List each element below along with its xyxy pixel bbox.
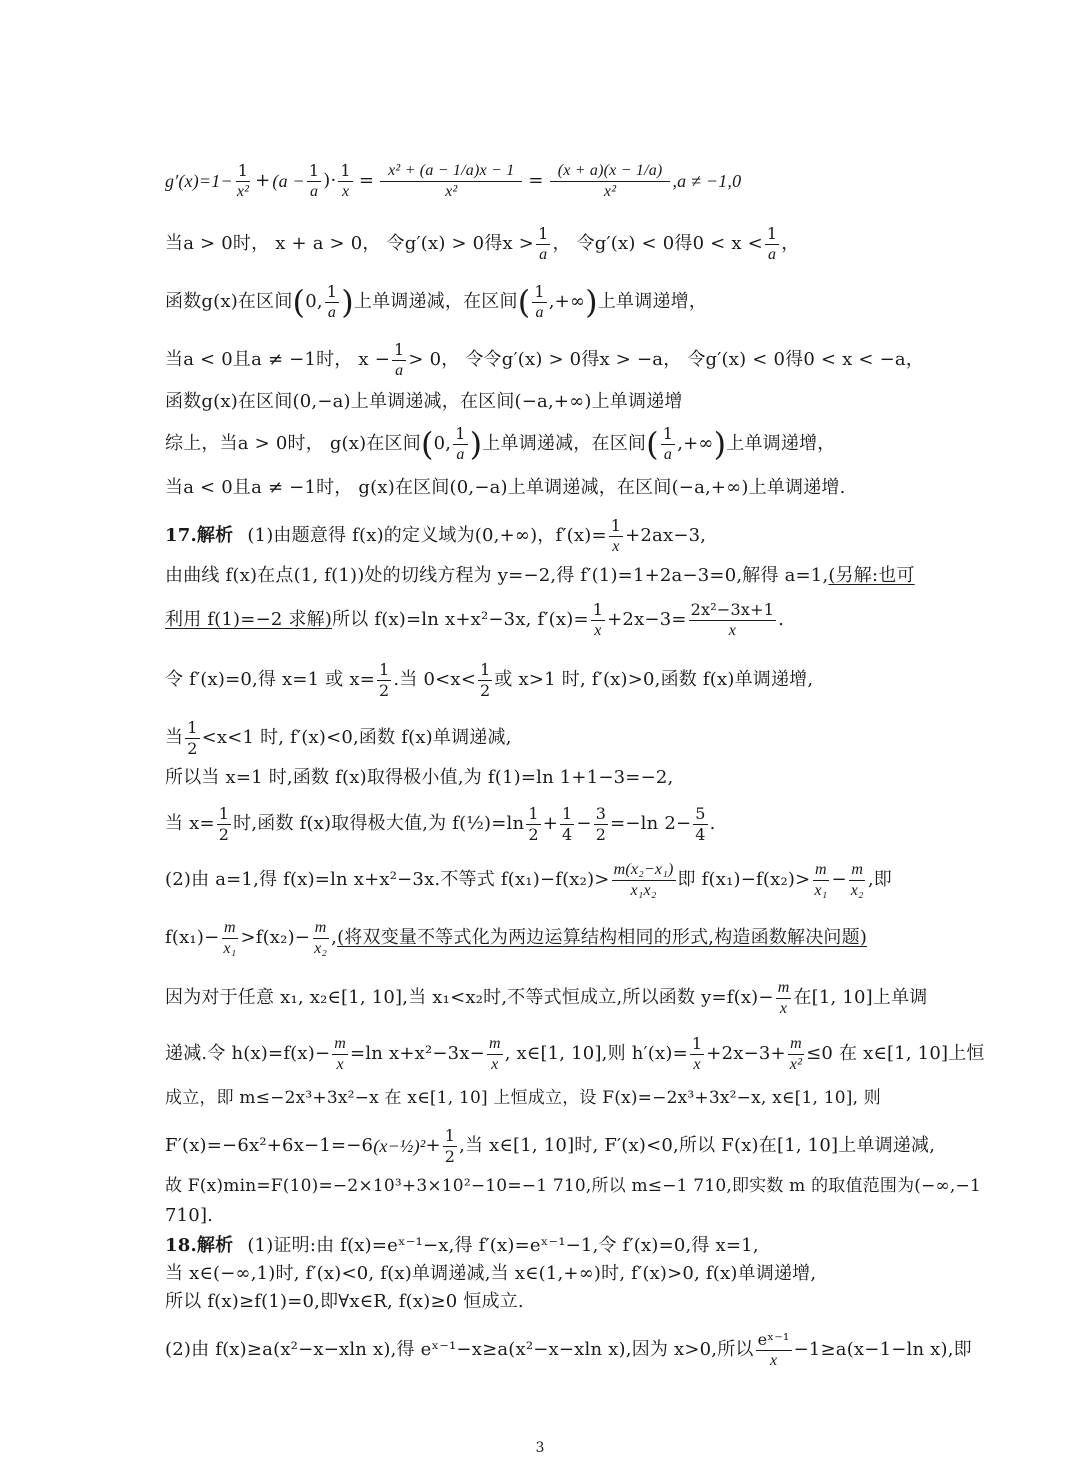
- solution-17-line-1: [165, 516, 930, 556]
- text: 令 f′(x)=0,得 x=1 或 x=: [165, 669, 376, 690]
- text: ,+∞: [677, 433, 714, 454]
- fraction: $\frac{\text{2x²−3x+1}}{x}$: [690, 599, 775, 639]
- solution-17-line-6: 所以当 x=1 时,函数 f(x)取得极小值,为 f(1)=ln 1+1−3=−2,: [165, 767, 674, 788]
- fraction: $\frac{1}{2}$: [444, 1125, 456, 1166]
- fraction: 1 a: [534, 281, 545, 321]
- summary-line-1: 综上，当a > 0时， g(x)在区间 ( 0, 1 a ) 上单调递减，在区间 ( 1 a ,+∞ ) 上单调递增，: [165, 423, 836, 463]
- text: ·: [330, 170, 337, 191]
- solution-17-line-12: 成立，即 m≤−2x³+3x²−x 在 x∈[1, 10] 上恒成立，设 F(x)=−2x³+3x²−x, x∈[1, 10], 则: [165, 1088, 881, 1108]
- solution-17-line-3: [165, 600, 930, 640]
- text: ,即: [867, 869, 892, 890]
- solution-18-line-1: [165, 1234, 930, 1258]
- fraction: 1 2: [480, 659, 491, 700]
- fraction: $\frac{1}{x}$: [610, 515, 622, 555]
- fraction: 1 2: [528, 803, 539, 844]
- text: f(x₁)−: [165, 927, 220, 948]
- text: =: [358, 170, 375, 191]
- section-heading-17: 17.解析: [165, 525, 234, 546]
- text: (1)由题意得 f(x)的定义域为(0,+∞)，f′(x)=: [247, 525, 607, 546]
- fraction: $\frac{1}{x}$: [592, 599, 604, 639]
- text: +2ax−3,: [625, 525, 707, 546]
- text: =ln x+x²−3x−: [350, 1043, 485, 1064]
- text: 递减.令 h(x)=f(x)−: [165, 1043, 331, 1064]
- section-heading-18: 18.解析: [165, 1235, 234, 1256]
- fraction: 1 a: [538, 223, 549, 263]
- solution-17-line-14: 故 F(x)min=F(10)=−2×10³+3×10²−10=−1 710,所以 m≤−1 710,即实数 m 的取值范围为(−∞,−1: [165, 1176, 981, 1196]
- fraction: $\frac{(x + a)(x - 1/a)}{\text{x²}}$: [550, 163, 671, 200]
- fraction: $\frac{1}{4}$: [562, 803, 573, 844]
- underlined-note: (另解:也可: [828, 565, 915, 586]
- text: 上单调递减，在区间: [353, 291, 518, 312]
- text: +: [425, 1135, 441, 1156]
- text: > 0， 令令g′(x) > 0得x > −a， 令g′(x) < 0得0 < x < −a，: [408, 349, 924, 370]
- fraction: $\frac{m}{\text{x₂}}$: [850, 860, 864, 899]
- text: 上单调递增，: [726, 433, 836, 454]
- text: 或 x>1 时, f′(x)>0,函数 f(x)单调递增,: [494, 669, 814, 690]
- fraction: 1 a: [766, 223, 778, 263]
- fraction: $\frac{m}{x}$: [777, 978, 790, 1017]
- text: (a −: [272, 171, 305, 191]
- text: −: [576, 813, 592, 834]
- derivation-line-2: [165, 222, 930, 266]
- text: +2x−3+: [706, 1043, 786, 1064]
- fraction: $\frac{m}{\text{x₁}}$: [223, 918, 237, 957]
- fraction: $\frac{m}{x}$: [488, 1034, 501, 1073]
- solution-17-line-5: [165, 718, 930, 758]
- text: 因为对于任意 x₁, x₂∈[1, 10],当 x₁<x₂时,不等式恒成立,所以函数 y=f(x)−: [165, 987, 774, 1008]
- solution-17-line-13: [165, 1124, 936, 1168]
- derivation-line-1: g′(x)=1− $\frac{1}{\text{x²}}$ + (a − $\frac{1}{a}$ ) · $\frac{1}{x}$ = $\frac{\text{x² + (a − 1/a)x − 1}}{\text{x²}}$ = $\frac{(x + a)(x - 1/a)}{\text{x²}}$ ,a ≠ −1,0: [165, 160, 742, 200]
- solution-18-line-2: 当 x∈(−∞,1)时, f′(x)<0, f(x)单调递减,当 x∈(1,+∞)时, f′(x)>0, f(x)单调递增,: [165, 1263, 817, 1284]
- text: 综上，当a > 0时， g(x)在区间: [165, 433, 421, 454]
- text: (2)由 a=1,得 f(x)=ln x+x²−3x.不等式 f(x₁)−f(x₂)>: [165, 869, 610, 890]
- derivation-line-5: 函数g(x)在区间(0,−a)上单调递减，在区间(−a,+∞)上单调递增: [165, 391, 683, 412]
- fraction: 1 a: [326, 281, 338, 321]
- fraction: $\frac{1}{2}$: [379, 659, 390, 700]
- text: 由曲线 f(x)在点(1, f(1))处的切线方程为 y=−2,得 f′(1)=1+2a−3=0,解得 a=1,: [165, 565, 829, 586]
- fraction: $\frac{m}{\text{x₂}}$: [314, 918, 328, 957]
- text: +2x−3=: [607, 609, 687, 630]
- fraction: $\frac{1}{a}$: [393, 339, 405, 379]
- solution-17-line-2: [165, 564, 930, 588]
- derivation-line-4: [165, 338, 930, 382]
- text: (x−½)²: [373, 1136, 426, 1156]
- text: F′(x)=−6x²+6x−1=−6: [165, 1135, 374, 1156]
- text: .当 0<x<: [393, 669, 477, 690]
- fraction: $\frac{m}{\text{x²}}$: [789, 1034, 803, 1073]
- text: (1)证明:由 f(x)=eˣ⁻¹−x,得 f′(x)=eˣ⁻¹−1,令 f′(x)=0,得 x=1,: [247, 1235, 759, 1256]
- text: 上单调递减，在区间: [482, 433, 647, 454]
- fraction: $\frac{m}{x}$: [334, 1034, 347, 1073]
- text: 所以 f(x)=ln x+x²−3x, f′(x)=: [332, 609, 589, 630]
- text: +: [542, 813, 558, 834]
- text: 当: [165, 727, 184, 748]
- text: ≤0 在 x∈[1, 10]上恒: [806, 1043, 985, 1064]
- page-number: 3: [535, 1440, 545, 1456]
- text: 当a < 0且a ≠ −1时， x −: [165, 349, 390, 370]
- text: 在[1, 10]上单调: [793, 987, 928, 1008]
- fraction: 1 a: [662, 423, 674, 463]
- text: <x<1 时, f′(x)<0,函数 f(x)单调递减,: [201, 727, 512, 748]
- solution-17-line-9: [165, 916, 930, 960]
- fraction: $\frac{3}{2}$: [595, 803, 607, 844]
- text: =−ln 2−: [610, 813, 692, 834]
- text: .: [778, 609, 784, 630]
- fraction: m(x₂−x₁) x₁x₂: [613, 860, 674, 899]
- text: .: [709, 813, 716, 834]
- text: ,a ≠ −1,0: [672, 171, 742, 191]
- text: −1≥a(x−1−ln x),即: [793, 1339, 972, 1360]
- text: (½): [459, 813, 492, 834]
- text: =ln: [491, 813, 525, 834]
- fraction: $\frac{1}{x}$: [691, 1033, 703, 1073]
- solution-18-line-3: 所以 f(x)≥f(1)=0,即∀x∈R, f(x)≥0 恒成立.: [165, 1291, 524, 1312]
- text: −: [831, 869, 847, 890]
- text: 时,函数 f(x)取得极大值,为 f: [233, 813, 460, 834]
- text: =: [528, 170, 544, 191]
- text: ): [323, 170, 331, 191]
- underlined-note: (将双变量不等式化为两边运算结构相同的形式,构造函数解决问题): [337, 927, 868, 948]
- solution-17-line-4: [165, 660, 930, 700]
- fraction: $\frac{\text{x² + (a − 1/a)x − 1}}{\text{x²}}$: [380, 163, 522, 200]
- fraction: $\frac{1}{\text{x²}}$: [236, 160, 250, 200]
- text: ,+∞: [548, 291, 586, 312]
- fraction: m x₁: [814, 860, 828, 899]
- text: 0,: [305, 291, 323, 312]
- text: , x∈[1, 10],则 h′(x)=: [504, 1043, 688, 1064]
- fraction: $\frac{5}{4}$: [695, 803, 706, 844]
- text: ， 令g′(x) < 0得0 < x <: [552, 233, 763, 254]
- text: >f(x₂)−: [240, 927, 311, 948]
- summary-line-2: 当a < 0且a ≠ −1时， g(x)在区间(0,−a)上单调递减，在区间(−a,+∞)上单调递增.: [165, 477, 846, 498]
- fraction: $\frac{1}{2}$: [218, 803, 230, 844]
- solution-17-line-8: [165, 858, 930, 902]
- solution-17-line-11: [165, 1033, 985, 1074]
- solution-18-line-4: [165, 1328, 972, 1372]
- fraction: eˣ⁻¹ x: [757, 1329, 790, 1369]
- text: 当 x=: [165, 813, 215, 834]
- text: 上单调递增，: [597, 291, 708, 312]
- text: 函数g(x)在区间: [165, 291, 293, 312]
- fraction: $\frac{1}{x}$: [340, 160, 351, 200]
- derivation-line-3: 函数g(x)在区间 ( 0, 1 a ) 上单调递减，在区间 ( 1 a ,+∞ ) 上单调递增，: [165, 281, 708, 321]
- solution-17-line-15: 710].: [165, 1205, 214, 1226]
- text: 0,: [433, 433, 452, 454]
- text: ,: [331, 927, 338, 948]
- solution-17-line-10: [165, 978, 930, 1018]
- fraction: 1 2: [187, 717, 198, 758]
- text: 即 f(x₁)−f(x₂)>: [677, 869, 811, 890]
- text: 当a > 0时， x + a > 0， 令g′(x) > 0得x >: [165, 233, 535, 254]
- solution-17-line-7: [165, 804, 930, 844]
- text: (2)由 f(x)≥a(x²−x−xln x),得 eˣ⁻¹−x≥a(x²−x−xln x),因为 x>0,所以: [165, 1339, 754, 1360]
- fraction: 1 a: [455, 423, 466, 463]
- text: g′(x)=1−: [165, 171, 233, 191]
- text: ,当 x∈[1, 10]时, F′(x)<0,所以 F(x)在[1, 10]上单调递减,: [459, 1135, 936, 1156]
- text: ，: [781, 233, 800, 254]
- fraction: $\frac{1}{a}$: [308, 160, 320, 200]
- underlined-note: 利用 f(1)=−2 求解): [165, 609, 333, 630]
